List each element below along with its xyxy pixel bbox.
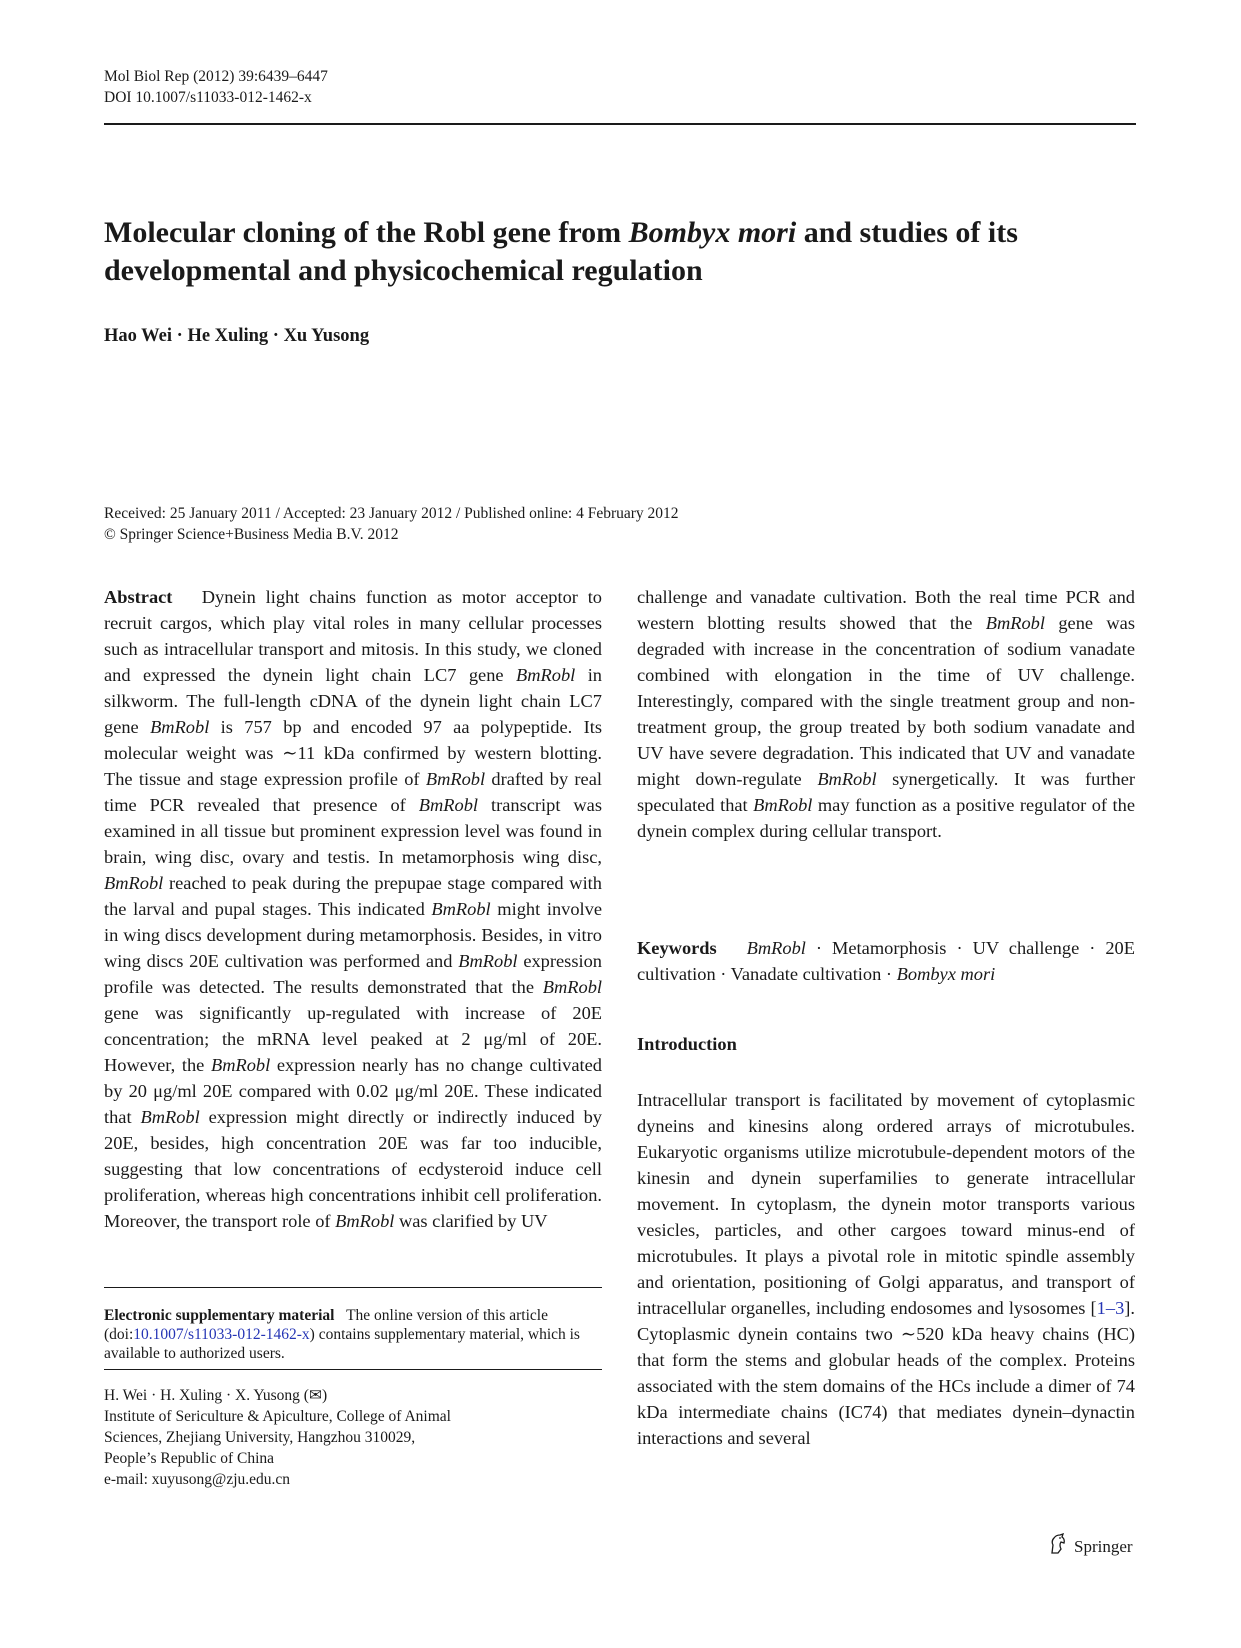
abstract-segment: may function as a positive regulator of the dynein complex during cellular transport.	[637, 795, 1135, 841]
esm-label: Electronic supplementary material	[104, 1307, 335, 1324]
keyword-separator: ·	[805, 938, 833, 958]
abstract-segment: was clarified by UV	[394, 1211, 548, 1231]
abstract-segment: in silkworm. The full-length cDNA of the dynein light chain LC7 gene	[104, 665, 603, 737]
keyword: 20E cultivation	[637, 938, 1135, 984]
gene-name: BmRobl	[150, 717, 210, 737]
keywords	[637, 935, 1135, 987]
abstract-continuation	[637, 584, 1135, 844]
introduction-text: ]. Cytoplasmic dynein contains two ∼520 kDa heavy chains (HC) that form the stems and globular heads of the complex. Proteins associated with the stem domains of the HCs include a dimer of 74 kDa intermediate chains (IC74) that mediates dynein–dynactin interactions and several	[637, 1298, 1135, 1448]
abstract-segment: expression might directly or indirectly induced by 20E, besides, high concentration 20E was far too inducible, suggesting that low concentrations of ecdysteroid induce cell proliferation, whereas high concentrations inhibit cell proliferation. Moreover, the transport role of	[104, 1107, 602, 1231]
abstract-segment: transcript was examined in all tissue but prominent expression level was found in brain, wing disc, ovary and testis. In metamorphosis wing disc,	[104, 795, 603, 867]
citation-line: Mol Biol Rep (2012) 39:6439–6447	[104, 68, 328, 85]
author-separator: ·	[268, 326, 284, 346]
abstract-segment: drafted by real time PCR revealed that presence of	[104, 769, 602, 815]
article-title	[104, 214, 1104, 290]
introduction-heading-wrap	[637, 1034, 737, 1055]
doi-link[interactable]: 10.1007/s11033-012-1462-x	[133, 1326, 310, 1343]
abstract-segment: reached to peak during the prepupae stage compared with the larval and pupal stages. This indicated	[104, 873, 602, 919]
author-list	[104, 326, 369, 347]
gene-name: BmRobl	[425, 769, 486, 789]
supplementary-note	[104, 1306, 596, 1363]
gene-name: BmRobl	[104, 873, 164, 893]
affiliation-line: Institute of Sericulture & Apiculture, College of Animal	[104, 1408, 451, 1425]
gene-name: BmRobl	[753, 795, 813, 815]
abstract-text	[104, 584, 602, 1234]
introduction-body	[637, 1087, 1135, 1451]
author-affiliation	[104, 1385, 596, 1490]
gene-name: BmRobl	[985, 613, 1045, 633]
abstract-segment: Dynein light chains function as motor acceptor to recruit cargos, which play vital roles in many cellular processes such as intracellular transport and mitosis. In this study, we cloned and expressed the dynein light chain LC7 gene	[104, 587, 602, 685]
abstract-left-column	[104, 584, 602, 1234]
gene-name: BmRobl	[542, 977, 602, 997]
publication-dates	[104, 503, 679, 545]
abstract-segment: might involve in wing discs development during metamorphosis. Besides, in vitro wing discs 20E cultivation was performed and	[104, 899, 602, 971]
affiliation-line: People’s Republic of China	[104, 1450, 275, 1467]
gene-name: BmRobl	[210, 1055, 271, 1075]
abstract-segment: synergetically. It was further speculated that	[637, 769, 1136, 815]
gene-name: BmRobl	[418, 795, 479, 815]
keyword-separator: ·	[1079, 938, 1106, 958]
keyword-separator: ·	[946, 938, 973, 958]
keyword: Bombyx mori	[896, 964, 996, 984]
title-species: Bombyx mori	[628, 216, 797, 249]
springer-horse-icon	[1048, 1533, 1068, 1560]
keyword: BmRobl	[746, 938, 806, 958]
author-1: Hao Wei	[104, 326, 173, 346]
affiliation-names: H. Wei · H. Xuling · X. Yusong (✉)	[104, 1387, 328, 1404]
title-part-2: and studies of its developmental and physicochemical regulation	[104, 216, 1018, 287]
abstract-segment: gene was degraded with increase in the concentration of sodium vanadate combined with elongation in the time of UV challenge. Interestingly, compared with the single treatment group and non-treatment group, the group treated by both sodium vanadate and UV have severe degradation. This indicated that UV and vanadate might down-regulate	[637, 613, 1135, 789]
abstract-label: Abstract	[104, 587, 173, 607]
keyword: UV challenge	[972, 938, 1080, 958]
dates-line: Received: 25 January 2011 / Accepted: 23 January 2012 / Published online: 4 February 2012	[104, 505, 679, 522]
keyword: Vanadate cultivation	[730, 964, 882, 984]
journal-citation	[104, 66, 328, 108]
abstract-segment: expression profile was detected. The results demonstrated that the	[104, 951, 602, 997]
abstract-segment: challenge and vanadate cultivation. Both the real time PCR and western blotting results showed that the	[637, 587, 1135, 633]
esm-text: The online version of this article (doi:	[104, 1307, 548, 1343]
introduction-text: Intracellular transport is facilitated by movement of cytoplasmic dyneins and kinesins along ordered arrays of microtubules. Eukaryotic organisms utilize microtubule-dependent motors of the kinesin and dynein superfamilies to generate intracellular movement. In cytoplasm, the dynein motor transports various vesicles, particles, and other cargoes toward minus-end of microtubules. It plays a pivotal role in mitotic spindle assembly and orientation, positioning of Golgi apparatus, and transport of intracellular organelles, including endosomes and lysosomes [	[637, 1090, 1135, 1318]
copyright-line: © Springer Science+Business Media B.V. 2012	[104, 526, 399, 543]
gene-name: BmRobl	[335, 1211, 395, 1231]
affiliation-rule	[104, 1369, 602, 1370]
gene-name: BmRobl	[817, 769, 877, 789]
right-column	[637, 584, 1135, 844]
keyword: Metamorphosis	[832, 938, 947, 958]
header-rule	[104, 123, 1136, 125]
author-3: Xu Yusong	[283, 326, 370, 346]
keyword-separator: ·	[715, 964, 731, 984]
esm-text: ) contains supplementary material, which is available to authorized users.	[104, 1326, 580, 1362]
keyword-separator: ·	[881, 964, 897, 984]
gene-name: BmRobl	[140, 1107, 200, 1127]
introduction-heading: Introduction	[637, 1034, 737, 1054]
publisher-logo	[1048, 1533, 1133, 1560]
reference-link[interactable]: 1–3	[1096, 1298, 1125, 1318]
author-separator: ·	[172, 326, 188, 346]
abstract-segment: expression nearly has no change cultivated by 20 μg/ml 20E compared with 0.02 μg/ml 20E. These indicated that	[104, 1055, 602, 1127]
footnote-rule	[104, 1287, 602, 1288]
gene-name: BmRobl	[458, 951, 518, 971]
publisher-name: Springer	[1074, 1536, 1133, 1556]
keywords-label: Keywords	[637, 938, 717, 958]
affiliation-email[interactable]: e-mail: xuyusong@zju.edu.cn	[104, 1471, 291, 1488]
doi-line: DOI 10.1007/s11033-012-1462-x	[104, 89, 312, 106]
gene-name: BmRobl	[516, 665, 576, 685]
author-2: He Xuling	[187, 326, 269, 346]
gene-name: BmRobl	[431, 899, 491, 919]
abstract-segment: is 757 bp and encoded 97 aa polypeptide. Its molecular weight was ∼11 kDa confirmed by western blotting. The tissue and stage expression profile of	[104, 717, 602, 789]
abstract-segment: gene was significantly up-regulated with increase of 20E concentration; the mRNA level peaked at 2 μg/ml of 20E. However, the	[104, 1003, 602, 1075]
title-part-1: Molecular cloning of the Robl gene from	[104, 216, 629, 249]
affiliation-line: Sciences, Zhejiang University, Hangzhou 310029,	[104, 1429, 416, 1446]
